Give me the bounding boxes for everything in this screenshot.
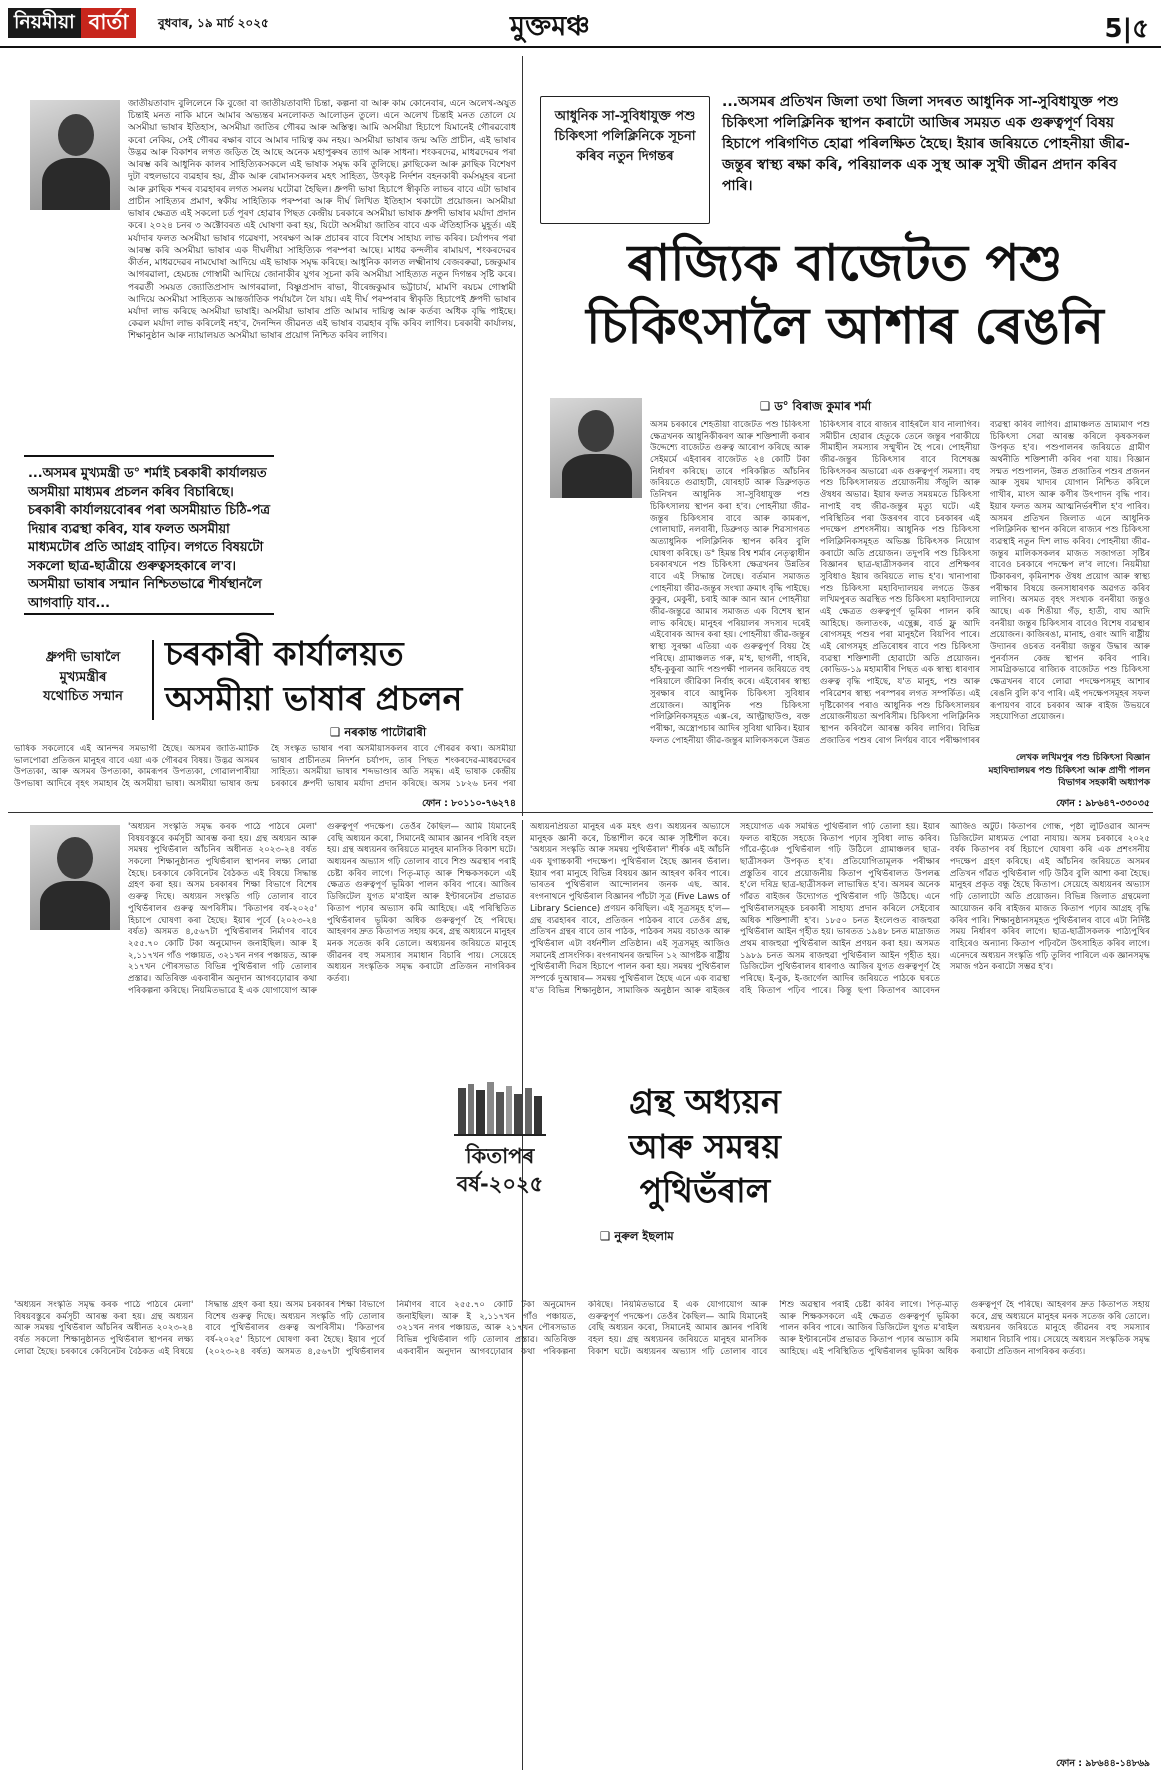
right-footer-phone bbox=[1000, 796, 1150, 811]
square-bullet: ❑ bbox=[330, 725, 345, 739]
left-callout-box bbox=[24, 455, 274, 615]
bottom-byline-name: নুৰুল ইছলাম bbox=[614, 1229, 674, 1243]
left-kicker-line2: মুখ্যমন্ত্ৰীৰ bbox=[59, 669, 107, 685]
person-photo bbox=[57, 837, 93, 879]
left-phone-label: ফোন : bbox=[421, 798, 448, 809]
right-callout: ...অসমৰ প্ৰতিখন জিলা তথা জিলা সদৰত আধুনিক সা-সুবিধাযুক্ত পশু চিকিৎসা পলিক্লিনিক স্থাপন কৰাটো আজিৰ সময়ত এক গুৰুত্বপূৰ্ণ বিষয় হিচাপে পৰিগণিত হোৱা পৰিলক্ষিত হৈছে। ইয়াৰ জৰিয়তে পোহনীয়া জীৱ-জন্তুৰ স্বাস্থ্য ৰক্ষা কৰি, পৰিয়ালক এক সুস্থ আৰু সুখী জীৱন প্ৰদান কৰিব পাৰি। bbox=[722, 94, 1130, 194]
left-body-text: ভাষিক সকলোৰে এই আনন্দৰ সমভাগী হৈছে। অসমৰ জাতি-মাটিক ভালপোৱা প্ৰতিজন মানুহৰ বাবে এয়া এক গৌৰৱৰ বিষয়। উদ্ভৱ অসমৰ উপত্যকা, আৰু অসমৰ উপত্যকা, কামৰূপৰ উপত্যকা, গোৱালপাৰীয়া উপভাষা আদিৰে বৃহৎ সমাহাৰ হৈ অসমীয়া ভাষা। অসমীয়া ভাষাৰ জন্ম হৈ সংস্কৃত ভাষাৰ পৰা অসমীয়াসকলৰ বাবে গৌৰৱৰ কথা। অসমীয়া ভাষাৰ প্ৰাচীনতম নিদৰ্শন চৰ্যাপদ, তাৰ পিছত শংকৰদেৱ-মাধৱদেৱৰ সাহিত্য। অসমীয়া ভাষাৰ শব্দভাণ্ডাৰ অতি সমৃদ্ধ। এই ভাষাক কেন্দ্ৰীয় চৰকাৰে ধ্ৰুপদী ভাষাৰ মৰ্যাদা প্ৰদান কৰিছে। অসম ১৮২৬ চনৰ পৰা bbox=[14, 744, 516, 790]
bottom-body-text: অধ্যয়নপ্ৰিয়তা মানুহৰ এক মহৎ গুণ। অধ্যয়নৰ অভ্যাসে মানুহক জ্ঞানী কৰে, চিন্তাশীল কৰে আৰু সৃষ্টিশীল কৰে। 'অধ্যয়ন সংস্কৃতি আৰু সমন্বয় পুথিভঁৰাল' শীৰ্ষক এই আঁচনি এক যুগান্তকাৰী পদক্ষেপ। পুথিভঁৰাল হৈছে জ্ঞানৰ ভঁৰাল। ইয়াৰ পৰা মানুহে বিভিন্ন বিষয়ৰ জ্ঞান আহৰণ কৰিব পাৰে। ভাৰতৰ পুথিভঁৰাল আন্দোলনৰ জনক এছ. আৰ. ৰংগনাথনে পুথিভঁৰাল বিজ্ঞানৰ পাঁচটা সূত্ৰ (Five Laws of Library Science) প্ৰণয়ন কৰিছিল। এই সূত্ৰসমূহ হ'ল— গ্ৰন্থ ব্যৱহাৰৰ বাবে, প্ৰতিজন পাঠকৰ বাবে তেওঁৰ গ্ৰন্থ, প্ৰতিখন গ্ৰন্থৰ বাবে তাৰ পাঠক, পাঠকৰ সময় বচাওক আৰু পুথিভঁৰাল এটা বৰ্ধনশীল প্ৰতিষ্ঠান। এই সূত্ৰসমূহ আজিও সমানেই প্ৰাসংগিক। ৰংগনাথনৰ জন্মদিন ১২ আগষ্টক ৰাষ্ট্ৰীয় পুথিভঁৰালী দিৱস হিচাপে পালন কৰা হয়। সমন্বয় পুথিভঁৰাল সম্পৰ্কে দুআষাৰ— সমন্বয় পুথিভঁৰাল হৈছে এনে এক ব্যৱস্থা য'ত বিভিন্ন শিক্ষানুষ্ঠান, সামাজিক অনুষ্ঠান আৰু ৰাইজৰ সহযোগত এক সমন্বিত পুথিভঁৰাল গঢ়ি তোলা হয়। ইয়াৰ ফলত ৰাইজে সহজে কিতাপ পঢ়াৰ সুবিধা লাভ কৰিব। গাঁৱে-ভূঁঞে পুথিভঁৰাল গঢ়ি উঠিলে গ্ৰামাঞ্চলৰ ছাত্ৰ-ছাত্ৰীসকল উপকৃত হ'ব। প্ৰতিযোগিতামূলক পৰীক্ষাৰ প্ৰস্তুতিৰ বাবে প্ৰয়োজনীয় কিতাপ পুথিভঁৰালত উপলব্ধ হ'লে দৰিদ্ৰ ছাত্ৰ-ছাত্ৰীসকল লাভান্বিত হ'ব। অসমৰ অনেক গাঁৱত ৰাইজৰ উদ্যোগত পুথিভঁৰাল গঢ়ি উঠিছে। এনে পুথিভঁৰালসমূহক চৰকাৰী সাহায্য প্ৰদান কৰিলে সেইবোৰ অধিক শক্তিশালী হ'ব। ১৮৫০ চনত ইংলেণ্ডত ৰাজহুৱা পুথিভঁৰাল আইন গৃহীত হয়। ভাৰতত ১৯৪৮ চনত মাদ্ৰাজত প্ৰথম ৰাজহুৱা পুথিভঁৰাল আইন প্ৰণয়ন কৰা হয়। অসমত ১৯৮৯ চনত অসম ৰাজহুৱা পুথিভঁৰাল আইন গৃহীত হয়। ডিজিটেল পুথিভঁৰালৰ ধাৰণাও আজিৰ যুগত গুৰুত্বপূৰ্ণ হৈ পৰিছে। ই-বুক, ই-জাৰ্ণেল আদিৰ জৰিয়তে পাঠকে ঘৰতে বহি কিতাপ পঢ়িব পাৰে। কিন্তু ছপা কিতাপৰ আবেদন আজিও অটুট। কিতাপৰ গোন্ধ, পৃষ্ঠা লুটিওৱাৰ আনন্দ ডিজিটেল মাধ্যমত পোৱা নাযায়। অসম চৰকাৰে ২০২৫ বৰ্ষক কিতাপৰ বৰ্ষ হিচাপে ঘোষণা কৰি এক প্ৰশংসনীয় পদক্ষেপ গ্ৰহণ কৰিছে। এই আঁচনিৰ জৰিয়তে অসমৰ প্ৰতিখন গাঁৱত পুথিভঁৰাল গঢ়ি উঠিব বুলি আশা কৰা হৈছে। মানুহৰ প্ৰকৃত বন্ধু হৈছে কিতাপ। সেয়েহে অধ্যয়নৰ অভ্যাস গঢ়ি তোলাটো অতি প্ৰয়োজন। বিভিন্ন জিলাত গ্ৰন্থমেলা আয়োজন কৰি ৰাইজৰ মাজত কিতাপ পঢ়াৰ আগ্ৰহ বৃদ্ধি কৰিব পাৰি। শিক্ষানুষ্ঠানসমূহত পুথিভঁৰালৰ বাবে এটা নিৰ্দিষ্ট সময় নিৰ্ধাৰণ কৰিব লাগে। ছাত্ৰ-ছাত্ৰীসকলক পাঠ্যপুথিৰ বাহিৰেও অন্যান্য কিতাপ পঢ়িবলৈ উৎসাহিত কৰিব লাগে। এনেদৰে অধ্যয়ন সংস্কৃতি গঢ়ি তুলিব পাৰিলে এক জ্ঞানসমৃদ্ধ সমাজ গঠন কৰাটো সম্ভৱ হ'ব। bbox=[530, 822, 1150, 996]
left-byline-name: নৰকান্ত পাটোৱাৰী bbox=[344, 725, 427, 739]
book-label-line1: কিতাপৰ bbox=[465, 1144, 535, 1168]
left-callout-text: ...অসমৰ মুখ্যমন্ত্ৰী ড° শৰ্মাই চৰকাৰী কাৰ্যালয়ত অসমীয়া মাধ্যমৰ প্ৰচলন কৰিব বিচাৰিছে। চৰকাৰী কাৰ্যালয়বোৰৰ পৰা অসমীয়াত চিঠি-পত্ৰ দিয়াৰ ব্যৱস্থা কৰিব, যাৰ ফলত অসমীয়া মাধ্যমটোৰ প্ৰতি আগ্ৰহ বাঢ়িব। লগতে বিষয়টো সকলো ছাত্ৰ-ছাত্ৰীয়ে গুৰুত্বসহকাৰে ল'ব। অসমীয়া ভাষাৰ সন্মান নিশ্চিতভাৱে শীৰ্ষস্থানলৈ আগবাঢ়ি যাব... bbox=[28, 466, 270, 611]
author-photo-right bbox=[550, 398, 642, 498]
author-photo-left bbox=[30, 100, 120, 210]
book-stack-icon bbox=[450, 1080, 550, 1136]
left-footer-phone bbox=[380, 796, 516, 811]
bottom-footer-phone bbox=[990, 1756, 1150, 1771]
right-headline-line2: চিকিৎসালৈ আশাৰ ৰেঙনি bbox=[586, 296, 1104, 355]
bottom-phone-number: ৯৮৬৪৪-১৪৮৬৯ bbox=[1085, 1758, 1150, 1769]
book-label-line2: বৰ্ষ-২০২৫ bbox=[456, 1172, 544, 1197]
right-headline bbox=[540, 232, 1150, 357]
author-photo-bottom bbox=[30, 825, 120, 930]
person-photo bbox=[58, 114, 94, 156]
book-year-box bbox=[440, 1080, 560, 1220]
right-author-note bbox=[930, 752, 1150, 790]
logo-red-part: বার্তা bbox=[81, 8, 137, 38]
right-kicker-text: আধুনিক সা-সুবিধাযুক্ত পশু চিকিৎসা পলিক্লিনিকে সূচনা কৰিব নতুন দিগন্তৰ bbox=[554, 109, 696, 165]
square-bullet: ❑ bbox=[600, 1229, 615, 1243]
person-photo bbox=[578, 410, 614, 452]
left-headline bbox=[165, 632, 517, 721]
section-title: মুক্তমঞ্চ bbox=[510, 11, 590, 42]
logo-dark-part: নিয়মীয়া bbox=[8, 8, 81, 38]
newspaper-logo bbox=[8, 6, 136, 40]
right-kicker-box bbox=[540, 96, 710, 224]
bottom-body-continued-text: 'অধ্যয়ন সংস্কৃতি সমৃদ্ধ কৰক পাঠে পাঠৰে মেলা' বিষয়বস্তুৰে কৰ্মসূচী আৰম্ভ কৰা হয়। গ্ৰন্থ অধ্যয়ন আৰু সমন্বয় পুথিভঁৰাল আঁচনিৰ অধীনত ২০২৩-২৪ বৰ্ষত সকলো শিক্ষানুষ্ঠানত পুথিভঁৰাল স্থাপনৰ লক্ষ্য লোৱা হৈছে। চৰকাৰে কেবিনেটৰ বৈঠকত এই বিষয়ে সিদ্ধান্ত গ্ৰহণ কৰা হয়। অসম চৰকাৰৰ শিক্ষা বিভাগে বিশেষ গুৰুত্ব দিছে। অধ্যয়ন সংস্কৃতি গঢ়ি তোলাৰ বাবে পুথিভঁৰালৰ গুৰুত্ব অপৰিসীম। 'কিতাপৰ বৰ্ষ-২০২৫' হিচাপে ঘোষণা কৰা হৈছে। ইয়াৰ পূৰ্বে (২০২৩-২৪ বৰ্ষত) অসমত ৪,৫৬৭টা পুথিভঁৰালৰ নিৰ্মাণৰ বাবে ২৫৫.৭০ কোটি টকা অনুমোদন জনাইছিল। আৰু ই ২,১১৭খন গাঁও পঞ্চায়ত, ৩২১খন নগৰ পঞ্চায়ত, আৰু ২১৭খন পৌৰসভাত বিভিন্ন পুথিভঁৰাল গঢ়ি তোলাৰ প্ৰস্তাৱ। অতিৰিক্ত একবাৰীন অনুদান আগবঢ়োৱাৰ কথা পৰিকল্পনা কৰিছে। নিয়মিতভাৱে ই এক যোগাযোগ আৰু গুৰুত্বপূৰ্ণ পদক্ষেপ। তেওঁৰ কৈছিল— আমি যিমানেই বেছি অধ্যয়ন কৰো, সিমানেই আমাৰ জ্ঞানৰ পৰিধি বহল হয়। গ্ৰন্থ অধ্যয়নৰ জৰিয়তে মানুহৰ মানসিক বিকাশ ঘটে। অধ্যয়নৰ অভ্যাস গঢ়ি তোলাৰ বাবে শিশু অৱস্থাৰ পৰাই চেষ্টা কৰিব লাগে। পিতৃ-মাতৃ আৰু শিক্ষকসকলে এই ক্ষেত্ৰত গুৰুত্বপূৰ্ণ ভূমিকা পালন কৰিব পাৰে। আজিৰ ডিজিটেল যুগত ম'বাইল আৰু ইণ্টাৰনেটৰ প্ৰভাৱত কিতাপ পঢ়াৰ অভ্যাস কমি আহিছে। এই পৰিস্থিতিত পুথিভঁৰালৰ ভূমিকা অধিক গুৰুত্বপূৰ্ণ হৈ পৰিছে। আহৰণৰ দ্ৰুত কিতাপত সহায় কৰে, গ্ৰন্থ অধ্যয়নে মানুহৰ মনক সতেজ কৰি তোলে। অধ্যয়নৰ জৰিয়তে মানুহে জীৱনৰ বহু সমস্যাৰ সমাধান বিচাৰি পায়। সেয়েহে অধ্যয়ন সংস্কৃতিক সমৃদ্ধ কৰাটো প্ৰতিজন নাগৰিকৰ কৰ্তব্য। bbox=[14, 1300, 1150, 1357]
square-bullet: ❑ bbox=[760, 399, 775, 413]
left-headline-line1: চৰকাৰী কাৰ্যালয়ত bbox=[165, 634, 404, 673]
bottom-headline-line1: গ্ৰন্থ অধ্যয়ন bbox=[629, 1082, 781, 1121]
bottom-headline-line3: পুথিভঁৰাল bbox=[639, 1171, 771, 1211]
right-phone-label: ফোন : bbox=[1055, 798, 1082, 809]
page-number: 5|৫ bbox=[1104, 14, 1149, 44]
bottom-phone-label: ফোন : bbox=[1056, 1758, 1082, 1769]
bottom-headline-line2: আৰু সমন্বয় bbox=[629, 1126, 781, 1166]
right-byline bbox=[760, 398, 871, 417]
left-phone-number: ৮০১১০-৭৬২৭৪ bbox=[451, 798, 516, 809]
bottom-body-continued bbox=[14, 1300, 1150, 1750]
right-headline-line1: ৰাজ্যিক বাজেটত পশু bbox=[627, 234, 1063, 292]
left-byline bbox=[330, 724, 426, 743]
masthead bbox=[0, 0, 1161, 48]
bottom-lead-text: 'অধ্যয়ন সংস্কৃতি সমৃদ্ধ কৰক পাঠে পাঠৰে মেলা' বিষয়বস্তুৰে কৰ্মসূচী আৰম্ভ কৰা হয়। গ্ৰন্থ অধ্যয়ন আৰু সমন্বয় পুথিভঁৰাল আঁচনিৰ অধীনত ২০২৩-২৪ বৰ্ষত সকলো শিক্ষানুষ্ঠানত পুথিভঁৰাল স্থাপনৰ লক্ষ্য লোৱা হৈছে। চৰকাৰে কেবিনেটৰ বৈঠকত এই বিষয়ে সিদ্ধান্ত গ্ৰহণ কৰা হয়। অসম চৰকাৰৰ শিক্ষা বিভাগে বিশেষ গুৰুত্ব দিছে। অধ্যয়ন সংস্কৃতি গঢ়ি তোলাৰ বাবে পুথিভঁৰালৰ গুৰুত্ব অপৰিসীম। 'কিতাপৰ বৰ্ষ-২০২৫' হিচাপে ঘোষণা কৰা হৈছে। ইয়াৰ পূৰ্বে (২০২৩-২৪ বৰ্ষত) অসমত ৪,৫৬৭টা পুথিভঁৰালৰ নিৰ্মাণৰ বাবে ২৫৫.৭০ কোটি টকা অনুমোদন জনাইছিল। আৰু ই ২,১১৭খন গাঁও পঞ্চায়ত, ৩২১খন নগৰ পঞ্চায়ত, আৰু ২১৭খন পৌৰসভাত বিভিন্ন পুথিভঁৰাল গঢ়ি তোলাৰ প্ৰস্তাৱ। অতিৰিক্ত একবাৰীন অনুদান আগবঢ়োৱাৰ কথা পৰিকল্পনা কৰিছে। নিয়মিতভাৱে ই এক যোগাযোগ আৰু গুৰুত্বপূৰ্ণ পদক্ষেপ। তেওঁৰ কৈছিল— আমি যিমানেই বেছি অধ্যয়ন কৰো, সিমানেই আমাৰ জ্ঞানৰ পৰিধি বহল হয়। গ্ৰন্থ অধ্যয়নৰ জৰিয়তে মানুহৰ মানসিক বিকাশ ঘটে। অধ্যয়নৰ অভ্যাস গঢ়ি তোলাৰ বাবে শিশু অৱস্থাৰ পৰাই চেষ্টা কৰিব লাগে। পিতৃ-মাতৃ আৰু শিক্ষকসকলে এই ক্ষেত্ৰত গুৰুত্বপূৰ্ণ ভূমিকা পালন কৰিব পাৰে। আজিৰ ডিজিটেল যুগত ম'বাইল আৰু ইণ্টাৰনেটৰ প্ৰভাৱত কিতাপ পঢ়াৰ অভ্যাস কমি আহিছে। এই পৰিস্থিতিত পুথিভঁৰালৰ ভূমিকা অধিক গুৰুত্বপূৰ্ণ হৈ পৰিছে। আহৰণৰ দ্ৰুত কিতাপত সহায় কৰে, গ্ৰন্থ অধ্যয়নে মানুহৰ মনক সতেজ কৰি তোলে। অধ্যয়নৰ জৰিয়তে মানুহে জীৱনৰ বহু সমস্যাৰ সমাধান বিচাৰি পায়। সেয়েহে অধ্যয়ন সংস্কৃতিক সমৃদ্ধ কৰাটো প্ৰতিজন নাগৰিকৰ কৰ্তব্য। bbox=[128, 822, 516, 996]
left-kicker-line3: যথোচিত সন্মান bbox=[43, 689, 123, 704]
issue-date: বুধবাৰ, ১৯ মাৰ্চ ২০২৫ bbox=[158, 16, 269, 30]
right-author-note-line2: মহাবিদ্যালয়ৰ পশু চিকিৎসা আৰু প্ৰাণী পালন bbox=[988, 765, 1150, 776]
right-author-note-line3: বিভাগৰ সহকাৰী অধ্যাপক bbox=[1058, 778, 1150, 789]
bottom-byline bbox=[600, 1228, 674, 1247]
left-lead-text: জাতীয়তাবাদ বুলিলেনে কি বুজো বা জাতীয়তাবাদী চিন্তা, কল্পনা বা আৰু কাম কোনেবাৰ, এনে অলেখ-অযুত চিন্তাই মনত নাকি মানে আমাৰ অভ্যন্তৰ মনলোকত আলোড়ন তুলে। এনে অলেখ চিন্তাই মনত তোলে যে অসমীয়া ভাষাৰ ইতিহাস, অসমীয়া জাতিৰ গৌৰৱ আৰু অস্তিত্ব। আমি অসমীয়া হিচাপে যিমানেই গৌৰৱবোধ কৰো নেকিয়, সেই গৌৰৱ ৰক্ষাৰ বাবে আমাৰ দায়িত্ব কম নহয়। অসমীয়া ভাষাৰ জন্ম অতি প্ৰাচীন, এই ভাষাৰ উদ্ভৱ আৰু বিকাশৰ লগত জড়িত হৈ আছে অনেক মহাপুৰুষৰ ত্যাগ আৰু সাধনা। শংকৰদেৱ, মাধৱদেৱৰ পৰা আৰম্ভ কৰি আধুনিক কালৰ সাহিত্যিকসকলে এই ভাষাক সমৃদ্ধ কৰি তুলিছে। ক্লাছিকেল আৰু ক্লাছিক বিশেষণ দুটা বহুলভাবে ব্যৱহাৰ হয়, গ্ৰীক আৰু ৰোমানসকলৰ মহৎ সাহিত্য, উৎকৃষ্ট নিৰ্দশন বহনকাৰী কৰ্মসমূহৰ ৰচনা আৰু ক্লাছিক শব্দৰ ব্যৱহাৰৰ লগত সমলয় ঘটোৱা হৈছিল। ধ্ৰুপদী ভাষা হিচাপে স্বীকৃতি লাভৰ বাবে এটা ভাষাৰ প্ৰাচীন সাহিত্যৰ প্ৰমাণ, স্বকীয় সাহিত্যিক পৰম্পৰা আৰু দীৰ্ঘ লিখিত ইতিহাস থকাটো প্ৰয়োজন। অসমীয়া ভাষাৰ ক্ষেত্ৰত এই সকলো চৰ্ত পূৰণ হোৱাৰ পিছত কেন্দ্ৰীয় চৰকাৰে অসমীয়া ভাষাক ধ্ৰুপদী ভাষাৰ মৰ্যাদা প্ৰদান কৰে। ২০২৪ চনৰ ৩ অক্টোবৰত এই ঘোষণা কৰা হয়, যিটো অসমীয়া জাতিৰ বাবে এক ঐতিহাসিক মুহূৰ্ত। এই মৰ্যাদাৰ ফলত অসমীয়া ভাষাৰ গৱেষণা, সংৰক্ষণ আৰু প্ৰচাৰৰ বাবে বিশেষ সাহায্য লাভ কৰিব। চৰ্যাপদৰ পৰা আৰম্ভ কৰি অসমীয়া ভাষাৰ এক দীঘলীয়া সাহিত্যিক পৰম্পৰা আছে। মাধৱ কন্দলীৰ ৰামায়ণ, শংকৰদেৱৰ কীৰ্তন, মাধৱদেৱৰ নামঘোষা আদিয়ে এই ভাষাক সমৃদ্ধ কৰিছে। আধুনিক কালত লক্ষ্মীনাথ বেজবৰুৱা, চন্দ্ৰকুমাৰ আগৰৱালা, হেমচন্দ্ৰ গোস্বামী আদিয়ে জোনাকীৰ যুগৰ সূচনা কৰি অসমীয়া সাহিত্যত নতুন দিগন্তৰ সৃষ্টি কৰে। পৰৱৰ্তী সময়ত জ্যোতিপ্ৰসাদ আগৰৱালা, বিষ্ণুপ্ৰসাদ ৰাভা, বীৰেন্দ্ৰকুমাৰ ভট্টাচাৰ্য, মামণি ৰয়চম গোস্বামী আদিয়ে অসমীয়া সাহিত্যক আন্তৰ্জাতিক পৰ্যায়লৈ লৈ যায়। এই দীৰ্ঘ পৰম্পৰাৰ স্বীকৃতি হিচাপেই ধ্ৰুপদী ভাষাৰ মৰ্যাদা লাভ কৰিছে অসমীয়া ভাষাই। অসমীয়া ভাষাৰ প্ৰতি আমাৰ দায়িত্ব আৰু কৰ্তব্য অধিক বৃদ্ধি পাইছে। কেৱল মৰ্যাদা লাভ কৰিলেই নহ'ব, দৈনন্দিন জীৱনত এই ভাষাৰ ব্যৱহাৰ বৃদ্ধি কৰিব লাগিব। চৰকাৰী কাৰ্যালয়, শিক্ষানুষ্ঠান আৰু ন্যায়ালয়ত অসমীয়া ভাষাৰ প্ৰয়োগ নিশ্চিত কৰিব লাগিব। bbox=[128, 99, 516, 342]
right-author-note-line1: লেখক লখিমপুৰ পশু চিকিৎসা বিজ্ঞান bbox=[1015, 753, 1150, 763]
right-body-text: অসম চৰকাৰে শেহতীয়া বাজেটত পশু চিকিৎসা ক্ষেত্ৰখনক আধুনিকীকৰণ আৰু শক্তিশালী কৰাৰ উদ্দেশ্যে বাজেটত গুৰুত্ব আৰোপ কৰিছে আৰু সেইমৰ্মে এইবাৰৰ বাজেটত ২৪ কোটি টকা নিৰ্ধাৰণ কৰিছে। তাৰে পৰিকল্পিত আঁচনিৰ জৰিয়তে গুৱাহাটী, যোৰহাট আৰু ডিব্ৰুগড়ত তিনিখন আধুনিক সা-সুবিধাযুক্ত পশু চিকিৎসালয় স্থাপন কৰা হ'ব। পোহনীয়া জীৱ-জন্তুৰ চিকিৎসাৰ বাবে আৰু কামৰূপ, গোলাঘাট, নলবাৰী, ডিব্ৰুগড় আৰু শিৱসাগৰত অত্যাধুনিক পলিক্লিনিক স্থাপন কৰিব বুলি ঘোষণা কৰিছে। ড° হিমন্ত বিশ্ব শৰ্মাৰ নেতৃত্বাধীন চৰকাৰখনে পশু চিকিৎসা ক্ষেত্ৰখনৰ উন্নতিৰ বাবে এই সিদ্ধান্ত লৈছে। বৰ্তমান সমাজত পোহনীয়া জীৱ-জন্তুৰ সংখ্যা ক্ৰমাৎ বৃদ্ধি পাইছে। কুকুৰ, মেকুৰী, চৰাই আৰু আন আন পোহনীয়া জীৱ-জন্তুৱে আমাৰ সমাজত এক বিশেষ স্থান লাভ কৰিছে। মানুহৰ পৰিয়ালৰ সদস্যৰ দৰেই এইবোৰক আদৰ কৰা হয়। পোহনীয়া জীৱ-জন্তুৰ স্বাস্থ্য সুৰক্ষা এতিয়া এক গুৰুত্বপূৰ্ণ বিষয় হৈ পৰিছে। গ্ৰামাঞ্চলত গৰু, ম'হ, ছাগলী, গাহৰি, হাঁহ-কুকুৰা আদি পশুপক্ষী পালনৰ জৰিয়তে বহু পৰিয়ালে জীৱিকা নিৰ্বাহ কৰে। এইবোৰৰ স্বাস্থ্য সুৰক্ষাৰ বাবে আধুনিক চিকিৎসা সুবিধাৰ প্ৰয়োজন। আধুনিক পশু চিকিৎসা পলিক্লিনিকসমূহত এক্স-ৰে, আল্ট্ৰাছাউণ্ড, ৰক্ত পৰীক্ষা, অস্ত্ৰোপচাৰ আদিৰ সুবিধা থাকিব। ইয়াৰ ফলত পোহনীয়া জীৱ-জন্তুৰ মালিকসকলে উন্নত চিকিৎসাৰ বাবে ৰাজ্যৰ বাহিৰলৈ যাব নালাগিব। সমীচীন হোৱাৰ হেতুকে তেনে জন্তুৰ পৰাকীয়ে সীমাহীন সমস্যাৰ সম্মুখীন হৈ পৰে। পোহনীয়া জীৱ-জন্তুৰ চিকিৎসাৰ বাবে বিশেষজ্ঞ চিকিৎসকৰ অভাৱো এক গুৰুত্বপূৰ্ণ সমস্যা। বহু পশু চিকিৎসালয়ত প্ৰয়োজনীয় সঁজুলি আৰু ঔষধৰ অভাৱ। ইয়াৰ ফলত সময়মতে চিকিৎসা নাপাই বহু জীৱ-জন্তুৰ মৃত্যু ঘটে। এই পৰিস্থিতিৰ পৰা উত্তৰণৰ বাবে চৰকাৰৰ এই পদক্ষেপ প্ৰশংসনীয়। আধুনিক পশু চিকিৎসা পলিক্লিনিকসমূহত অভিজ্ঞ চিকিৎসক নিয়োগ কৰাটো অতি প্ৰয়োজন। তদুপৰি পশু চিকিৎসা বিজ্ঞানৰ ছাত্ৰ-ছাত্ৰীসকলৰ বাবে প্ৰশিক্ষণৰ সুবিধাও ইয়াৰ জৰিয়তে লাভ হ'ব। খানাপাৰা পশু চিকিৎসা মহাবিদ্যালয়ৰ লগতে উত্তৰ লখিমপুৰত অৱস্থিত পশু চিকিৎসা মহাবিদ্যালয়ে এই ক্ষেত্ৰত গুৰুত্বপূৰ্ণ ভূমিকা পালন কৰি আহিছে। জলাতংক, এন্থ্ৰেক্স, বাৰ্ড ফ্লু আদি ৰোগসমূহ পশুৰ পৰা মানুহলৈ বিয়পিব পাৰে। এই ৰোগসমূহ প্ৰতিৰোধৰ বাবে পশু চিকিৎসা ব্যৱস্থা শক্তিশালী হোৱাটো অতি প্ৰয়োজন। কোভিড-১৯ মহামাৰীৰ পিছত এক স্বাস্থ্য ধাৰণাৰ গুৰুত্ব বৃদ্ধি পাইছে, য'ত মানুহ, পশু আৰু পৰিৱেশৰ স্বাস্থ্য পৰস্পৰৰ লগত সম্পৰ্কিত। এই দৃষ্টিকোণৰ পৰাও আধুনিক পশু চিকিৎসালয়ৰ প্ৰয়োজনীয়তা অপৰিসীম। চিকিৎসা পলিক্লিনিক স্থাপন কৰিবলৈ আৰম্ভ কৰিব লাগিব। বিভিন্ন প্ৰজাতিৰ পশুৰ ৰোগ নিৰ্ণয়ৰ বাবে পৰীক্ষাগাৰৰ ব্যৱস্থা কৰিব লাগিব। গ্ৰামাঞ্চলত ভ্ৰাম্যমাণ পশু চিকিৎসা সেৱা আৰম্ভ কৰিলে কৃষকসকল উপকৃত হ'ব। পশুপালনৰ জৰিয়তে গ্ৰামীণ অৰ্থনীতি শক্তিশালী কৰিব পৰা যায়। বিজ্ঞান সন্মত পশুপালন, উন্নত প্ৰজাতিৰ পশুৰ প্ৰজনন আৰু সুষম খাদ্যৰ যোগান নিশ্চিত কৰিলে গাখীৰ, মাংস আৰু কণীৰ উৎপাদন বৃদ্ধি পাব। ইয়াৰ ফলত অসম আত্মনিৰ্ভৰশীল হ'ব পাৰিব। অসমৰ প্ৰতিখন জিলাত এনে আধুনিক পলিক্লিনিক স্থাপন কৰিলে ৰাজ্যৰ পশু চিকিৎসা ব্যৱস্থাই নতুন দিশ লাভ কৰিব। পোহনীয়া জীৱ-জন্তুৰ মালিকসকলৰ মাজত সজাগতা সৃষ্টিৰ বাবেও চৰকাৰে পদক্ষেপ ল'ব লাগে। নিয়মীয়া টিকাকৰণ, কৃমিনাশক ঔষধ প্ৰয়োগ আৰু স্বাস্থ্য পৰীক্ষাৰ বিষয়ে জনসাধাৰণক অৱগত কৰিব লাগিব। অসমত বৃহৎ সংখ্যক বনৰীয়া জন্তুও আছে। এক শিঙীয়া গঁড়, হাতী, বাঘ আদি বনৰীয়া জন্তুৰ চিকিৎসাৰ বাবেও বিশেষ ব্যৱস্থাৰ প্ৰয়োজন। কাজিৰঙা, মানাহ, ওৰাং আদি ৰাষ্ট্ৰীয় উদ্যানৰ ওচৰত বনৰীয়া জন্তুৰ উদ্ধাৰ আৰু পুনৰ্বাসন কেন্দ্ৰ স্থাপন কৰিব পাৰি। সামগ্ৰিকভাৱে ৰাজ্যিক বাজেটত পশু চিকিৎসা ক্ষেত্ৰখনৰ বাবে লোৱা পদক্ষেপসমূহ আশাৰ ৰেঙনি বুলি ক'ব পাৰি। এই পদক্ষেপসমূহৰ সফল ৰূপায়ণৰ বাবে চৰকাৰ আৰু ৰাইজ উভয়ৰে সহযোগিতা প্ৰয়োজন। bbox=[650, 420, 1150, 746]
left-kicker-line1: ধ্ৰুপদী ভাষালৈ bbox=[45, 650, 121, 665]
left-headline-line2: অসমীয়া ভাষাৰ প্ৰচলন bbox=[165, 678, 463, 718]
right-phone-number: ৯৮৬৪৭-৩৩০৩৫ bbox=[1085, 798, 1150, 809]
bottom-headline bbox=[580, 1080, 830, 1214]
right-byline-name: ড° বিৰাজ কুমাৰ শৰ্মা bbox=[774, 399, 872, 413]
left-kicker-box bbox=[14, 640, 154, 720]
